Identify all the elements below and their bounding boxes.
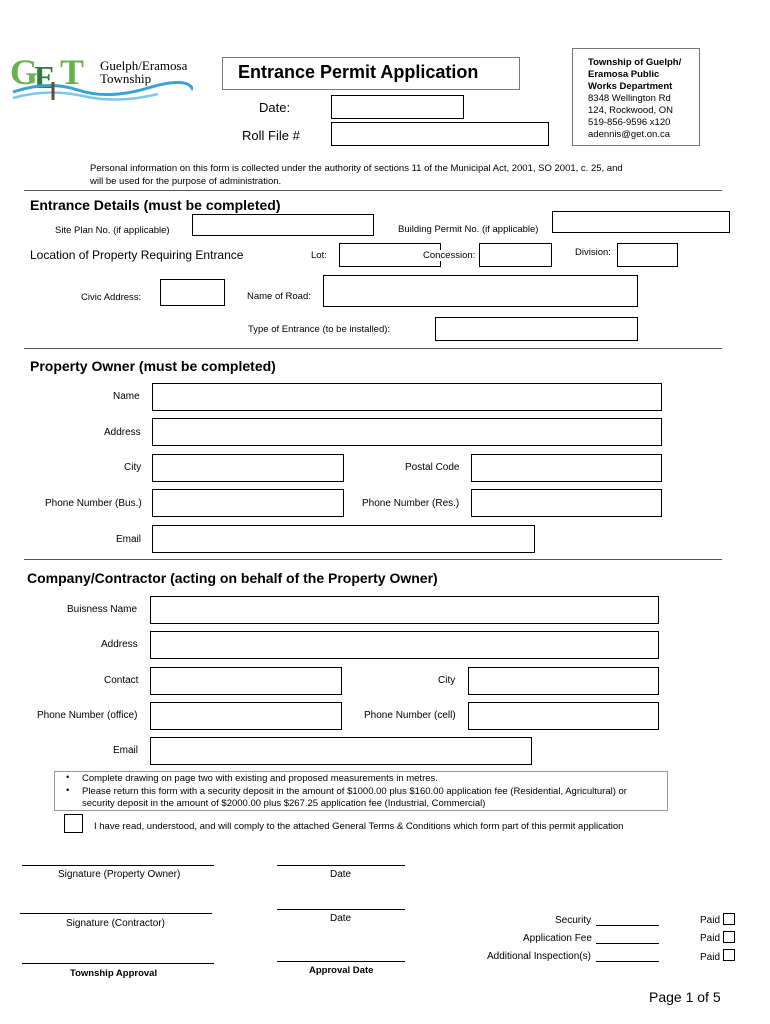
site-plan-label: Site Plan No. (if applicable) — [55, 225, 170, 236]
business-name-label: Buisness Name — [67, 604, 138, 615]
phone-cell-field[interactable] — [468, 702, 659, 730]
date-line-1[interactable] — [277, 865, 405, 866]
owner-phone-res-field[interactable] — [471, 489, 662, 517]
svg-text:G: G — [10, 52, 39, 92]
note-bullet-1: Complete drawing on page two with existing and proposed measurements in metres. — [82, 773, 438, 784]
contact-line1: Township of Guelph/ — [588, 57, 682, 68]
owner-phone-bus-label: Phone Number (Bus.) — [45, 498, 142, 509]
phone-office-label: Phone Number (office) — [37, 710, 138, 721]
contractor-city-label: City — [438, 675, 456, 686]
note-bullet-2-line1: Please return this form with a security deposit in the amount of $1000.00 plus $160.00 application fee (Residential, Agricultural) or — [82, 786, 627, 797]
owner-postal-label: Postal Code — [405, 462, 460, 473]
date-label-2: Date — [330, 913, 352, 924]
contractor-signature-line[interactable] — [20, 913, 212, 914]
svg-text:T: T — [60, 52, 85, 92]
contractor-heading: Company/Contractor (acting on behalf of the Property Owner) — [27, 570, 438, 586]
contractor-contact-label: Contact — [104, 675, 139, 686]
inspections-line[interactable] — [596, 961, 659, 962]
divider — [24, 348, 722, 349]
approval-date-label: Approval Date — [309, 965, 374, 976]
owner-email-label: Email — [116, 534, 142, 545]
owner-phone-res-label: Phone Number (Res.) — [362, 498, 460, 509]
roll-file-field[interactable] — [331, 122, 549, 146]
owner-heading: Property Owner (must be completed) — [30, 358, 276, 374]
date-line-2[interactable] — [277, 909, 405, 910]
division-field[interactable] — [617, 243, 678, 267]
entrance-heading: Entrance Details (must be completed) — [30, 197, 281, 213]
agree-text: I have read, understood, and will comply to the attached General Terms & Conditions which form part of this permit application — [94, 821, 624, 832]
application-fee-paid-checkbox[interactable] — [723, 931, 735, 943]
contractor-address-field[interactable] — [150, 631, 659, 659]
contact-email: adennis@get.on.ca — [588, 129, 671, 140]
divider — [24, 190, 722, 191]
date-field[interactable] — [331, 95, 464, 119]
owner-signature-line[interactable] — [22, 865, 214, 866]
owner-city-field[interactable] — [152, 454, 344, 482]
paid-label: Paid — [700, 933, 721, 944]
paid-label: Paid — [700, 915, 721, 926]
owner-email-field[interactable] — [152, 525, 535, 553]
contact-line3: Works Department — [588, 81, 673, 92]
date-label-1: Date — [330, 869, 352, 880]
division-label: Division: — [575, 247, 611, 258]
security-paid-checkbox[interactable] — [723, 913, 735, 925]
contact-line4: 8348 Wellington Rd — [588, 93, 671, 104]
note-bullet-2-line2: security deposit in the amount of $2000.00 plus $267.25 application fee (Industrial, Commercial) — [82, 798, 486, 809]
owner-city-label: City — [124, 462, 142, 473]
business-name-field[interactable] — [150, 596, 659, 624]
owner-phone-bus-field[interactable] — [152, 489, 344, 517]
security-line[interactable] — [596, 925, 659, 926]
page-number: Page 1 of 5 — [649, 989, 721, 1005]
divider — [24, 559, 722, 560]
site-plan-field[interactable] — [192, 214, 374, 236]
building-permit-label: Building Permit No. (if applicable) — [398, 224, 539, 235]
contractor-address-label: Address — [101, 639, 138, 650]
contractor-contact-field[interactable] — [150, 667, 342, 695]
township-approval-label: Township Approval — [70, 968, 158, 979]
owner-signature-label: Signature (Property Owner) — [58, 869, 181, 880]
bullet-icon: • — [66, 772, 70, 783]
date-label: Date: — [259, 100, 291, 115]
inspections-paid-checkbox[interactable] — [723, 949, 735, 961]
contractor-email-field[interactable] — [150, 737, 532, 765]
concession-label: Concession: — [423, 250, 476, 261]
owner-address-field[interactable] — [152, 418, 662, 446]
township-name-line2: Township — [100, 71, 152, 86]
privacy-line1: Personal information on this form is collected under the authority of sections 11 of the Municipal Act, 2001, SO 2001, c. 25, and — [90, 163, 623, 174]
bullet-icon: • — [66, 785, 70, 796]
contact-line6: 519-856-9596 x120 — [588, 117, 671, 128]
inspections-label: Additional Inspection(s) — [487, 951, 591, 962]
owner-postal-field[interactable] — [471, 454, 662, 482]
concession-field[interactable] — [479, 243, 552, 267]
entrance-type-label: Type of Entrance (to be installed): — [248, 324, 391, 335]
privacy-line2: will be used for the purpose of administration. — [90, 176, 282, 187]
application-fee-label: Application Fee — [523, 933, 592, 944]
contact-line2: Eramosa Public — [588, 69, 660, 80]
contractor-city-field[interactable] — [468, 667, 659, 695]
building-permit-field[interactable] — [552, 211, 730, 233]
security-label: Security — [555, 915, 592, 926]
phone-office-field[interactable] — [150, 702, 342, 730]
civic-address-label: Civic Address: — [81, 292, 142, 303]
entrance-type-field[interactable] — [435, 317, 638, 341]
application-fee-line[interactable] — [596, 943, 659, 944]
location-label: Location of Property Requiring Entrance — [30, 248, 244, 262]
road-name-label: Name of Road: — [247, 291, 311, 302]
agree-checkbox[interactable] — [64, 814, 83, 833]
lot-label: Lot: — [311, 250, 327, 261]
svg-text:E: E — [34, 59, 56, 95]
contractor-email-label: Email — [113, 745, 139, 756]
approval-date-line[interactable] — [277, 961, 405, 962]
page-title: Entrance Permit Application — [238, 62, 479, 82]
owner-name-label: Name — [113, 391, 140, 402]
contractor-signature-label: Signature (Contractor) — [66, 918, 165, 929]
township-name-line1: Guelph/Eramosa — [100, 58, 188, 73]
contact-line5: 124, Rockwood, ON — [588, 105, 674, 116]
road-name-field[interactable] — [323, 275, 638, 307]
owner-address-label: Address — [104, 427, 141, 438]
owner-name-field[interactable] — [152, 383, 662, 411]
phone-cell-label: Phone Number (cell) — [364, 710, 456, 721]
paid-label: Paid — [700, 952, 721, 963]
civic-address-field[interactable] — [160, 279, 225, 306]
roll-file-label: Roll File # — [242, 128, 300, 143]
approval-line[interactable] — [22, 963, 214, 964]
